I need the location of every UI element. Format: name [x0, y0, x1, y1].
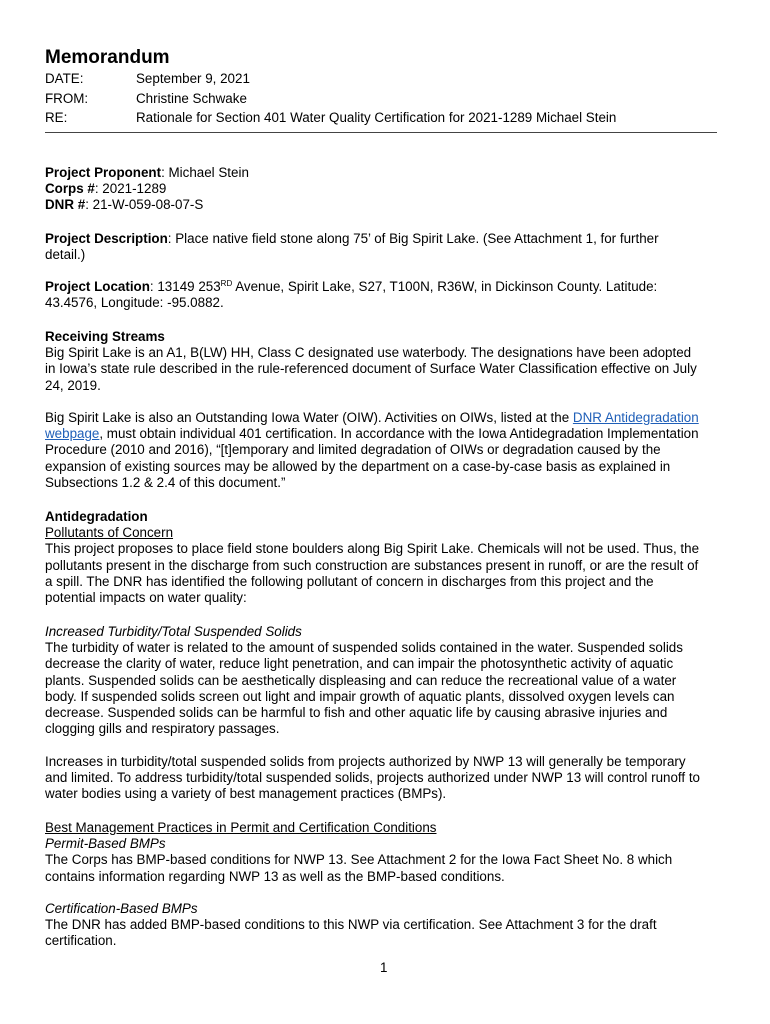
dnr-antidegradation-link[interactable]: DNR Antidegradation — [572, 410, 699, 425]
receiving-heading: Receiving Streams — [45, 329, 165, 344]
proponent-value: : Michael Stein — [161, 165, 249, 180]
antideg-p1-l4: potential impacts on water quality: — [45, 590, 247, 606]
location-label: Project Location — [45, 279, 150, 294]
permit-bmp-heading: Permit-Based BMPs — [45, 836, 166, 852]
tss-l6: clogging gills and respiratory passages. — [45, 721, 280, 737]
corps-label: Corps # — [45, 181, 95, 197]
oiw-l4: expansion of existing sources may be allowed by the department on a case-by-case basis as explained in — [45, 458, 671, 474]
tss-l3: plants. Suspended solids can be aesthetically displeasing and can reduce the recreational value of a water — [45, 672, 677, 688]
oiw-l3: Procedure (2010 and 2016), “[t]emporary and limited degradation of OIWs or degradation caused by the — [45, 442, 661, 458]
inc-l3: water bodies using a variety of best management practices (BMPs). — [45, 786, 447, 802]
tss-l5: decrease. Suspended solids can be harmful to fish and other aquatic life by causing abrasive injuries and — [45, 705, 668, 721]
from-label: FROM: — [45, 91, 89, 106]
proponent-label: Project Proponent — [45, 165, 162, 180]
cert-l1: The DNR has added BMP-based conditions to this NWP via certification. See Attachment 3 for the draft — [45, 917, 657, 933]
bmp-section — [45, 820, 735, 885]
oiw-l5: Subsections 1.2 & 2.4 of this document.” — [45, 474, 286, 490]
location-post: Avenue, Spirit Lake, S27, T100N, R36W, in Dickinson County. Latitude: — [232, 279, 658, 294]
tss-l2: decrease the clarity of water, reduce light penetration, and can impair the photosynthetic activity of aquatic — [45, 656, 674, 672]
receiving-streams — [45, 329, 735, 394]
from-row — [45, 90, 247, 107]
corps-value: : 2021-1289 — [94, 181, 167, 197]
cert-bmp-heading: Certification-Based BMPs — [45, 901, 198, 916]
project-ids — [45, 165, 735, 214]
description-label: Project Description — [45, 231, 168, 246]
from-value: Christine Schwake — [136, 91, 247, 106]
memo-title: Memorandum — [45, 47, 170, 68]
tss-l1: The turbidity of water is related to the amount of suspended solids contained in the water. Suspended solids — [45, 640, 683, 656]
oiw-paragraph — [45, 410, 735, 491]
date-row — [45, 70, 250, 87]
antideg-heading: Antidegradation — [45, 509, 148, 524]
antideg-p1-l1: This project proposes to place field stone boulders along Big Spirit Lake. Chemicals will not be used. Thus, the — [45, 541, 700, 557]
location-line-2: 43.4576, Longitude: -95.0882. — [45, 295, 224, 311]
permit-l2: contains information regarding NWP 13 as well as the BMP-based conditions. — [45, 868, 505, 884]
page-number: 1 — [380, 960, 388, 975]
receiving-p1-l3: 24, 2019. — [45, 377, 101, 393]
header-divider — [45, 132, 717, 133]
oiw-l1: Big Spirit Lake is also an Outstanding Iowa Water (OIW). Activities on OIWs, listed at the — [45, 410, 573, 425]
turbidity-increase-paragraph — [45, 754, 735, 803]
inc-l1: Increases in turbidity/total suspended solids from projects authorized by NWP 13 will generally be temporary — [45, 754, 686, 769]
project-description — [45, 231, 735, 263]
antidegradation-section — [45, 509, 735, 606]
re-row — [45, 109, 616, 126]
date-label: DATE: — [45, 71, 84, 86]
permit-l1: The Corps has BMP-based conditions for NWP 13. See Attachment 2 for the Iowa Fact Sheet No. 8 which — [45, 852, 673, 868]
date-value: September 9, 2021 — [136, 71, 250, 86]
description-line-2: detail.) — [45, 247, 86, 263]
tss-l4: body. If suspended solids screen out light and impair growth of aquatic plants, dissolved oxygen levels can — [45, 688, 675, 704]
dnr-value: : 21-W-059-08-07-S — [85, 197, 204, 213]
location-sup: RD — [220, 279, 233, 288]
antideg-p1-l2: pollutants present in the discharge from such construction are substances present in runoff, or are the result of — [45, 557, 699, 573]
tss-heading: Increased Turbidity/Total Suspended Solids — [45, 624, 302, 639]
receiving-p1-l1: Big Spirit Lake is an A1, B(LW) HH, Class C designated use waterbody. The designations have been adopted — [45, 345, 692, 361]
cert-l2: certification. — [45, 933, 117, 949]
oiw-l2: , must obtain individual 401 certification. In accordance with the Iowa Antidegradation Implementation — [99, 426, 699, 442]
re-label: RE: — [45, 110, 68, 125]
dnr-label: DNR # — [45, 197, 86, 213]
re-value: Rationale for Section 401 Water Quality Certification for 2021-1289 Michael Stein — [136, 110, 617, 125]
webpage-link[interactable]: webpage — [45, 426, 100, 442]
project-location — [45, 279, 735, 311]
bmp-heading: Best Management Practices in Permit and Certification Conditions — [45, 820, 437, 835]
receiving-p1-l2: in Iowa’s state rule described in the rule-referenced document of Surface Water Classification effective on July — [45, 361, 697, 377]
location-pre: : 13149 253 — [149, 279, 221, 294]
description-line-1: : Place native field stone along 75’ of Big Spirit Lake. (See Attachment 1, for further — [167, 231, 659, 246]
cert-bmp-section — [45, 901, 735, 950]
tss-section — [45, 624, 735, 737]
antideg-p1-l3: a spill. The DNR has identified the following pollutant of concern in discharges from this project and the — [45, 573, 654, 589]
inc-l2: and limited. To address turbidity/total suspended solids, projects authorized under NWP 13 will control runoff to — [45, 770, 701, 786]
pollutants-subheading: Pollutants of Concern — [45, 525, 174, 541]
